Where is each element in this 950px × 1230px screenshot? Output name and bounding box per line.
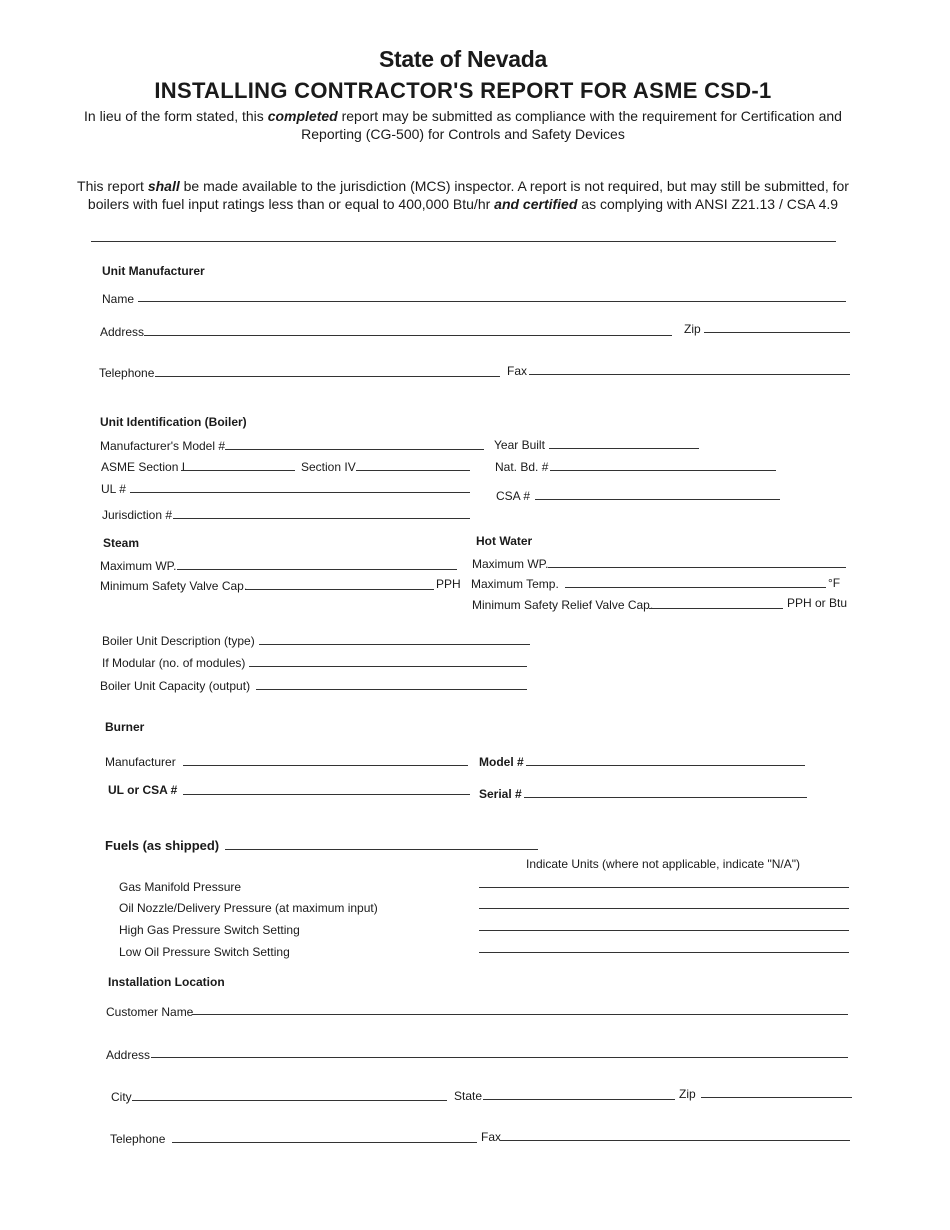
burner-ul-csa-field[interactable] (183, 794, 470, 795)
burner-manufacturer-field[interactable] (183, 765, 468, 766)
form-title: INSTALLING CONTRACTOR'S REPORT FOR ASME CSD-1 (154, 78, 772, 103)
section-burner: Burner (105, 720, 145, 734)
customer-name-label: Customer Name (106, 1005, 194, 1019)
section-unit-identification: Unit Identification (Boiler) (100, 415, 247, 429)
header-divider (91, 241, 836, 242)
jurisdiction-field[interactable] (173, 518, 470, 519)
intro-emphasis: completed (267, 108, 338, 124)
nat-bd-field[interactable] (550, 470, 776, 471)
manufacturer-zip-label: Zip (684, 322, 701, 336)
section-steam: Steam (103, 536, 140, 550)
burner-manufacturer-label: Manufacturer (105, 755, 176, 769)
ul-field[interactable] (130, 492, 470, 493)
section-iv-field[interactable] (356, 470, 470, 471)
year-built-field[interactable] (549, 448, 699, 449)
note-text-c: be made available to the jurisdiction (MCS) inspector. A report is not required, but may still be submitted, for boilers with fuel input ratings less than or equal to 400,000 Btu/hr (87, 178, 849, 212)
steam-max-wp-field[interactable] (177, 569, 457, 570)
hw-max-wp-label: Maximum WP. (472, 557, 549, 571)
manufacturer-address-label: Address (100, 325, 145, 339)
csa-label: CSA # (496, 489, 531, 503)
note-text-e: as complying with ANSI Z21.13 / CSA 4.9 (577, 196, 839, 212)
installation-fax-field[interactable] (500, 1140, 850, 1141)
intro-text-c: report may be submitted as compliance with the requirement for Certification and Reporting (CG-500) for Controls and Safety Devices (301, 108, 842, 142)
installation-telephone-field[interactable] (172, 1142, 477, 1143)
burner-model-field[interactable] (526, 765, 805, 766)
installation-fax-label: Fax (481, 1130, 502, 1144)
asme-section-label: ASME Section I (101, 460, 186, 474)
city-label: City (111, 1090, 132, 1104)
state-field[interactable] (483, 1099, 675, 1100)
burner-serial-label: Serial # (479, 787, 522, 801)
form-state-title: State of Nevada (378, 46, 548, 72)
section-unit-manufacturer: Unit Manufacturer (102, 264, 205, 278)
hw-min-relief-field[interactable] (649, 608, 783, 609)
modular-field[interactable] (249, 666, 527, 667)
jurisdiction-label: Jurisdiction # (102, 508, 173, 522)
manufacturer-zip-field[interactable] (704, 332, 850, 333)
hw-max-temp-field[interactable] (565, 587, 826, 588)
installation-zip-field[interactable] (701, 1097, 852, 1098)
hw-min-relief-label: Minimum Safety Relief Valve Cap. (472, 598, 654, 612)
fuels-field[interactable] (225, 849, 538, 850)
section-installation-location: Installation Location (108, 975, 225, 989)
manufacturer-telephone-label: Telephone (99, 366, 155, 380)
oil-nozzle-label: Oil Nozzle/Delivery Pressure (at maximum input) (119, 901, 378, 915)
ul-label: UL # (101, 482, 126, 496)
boiler-description-label: Boiler Unit Description (type) (102, 634, 255, 648)
intro-text-a: In lieu of the form stated, this (84, 108, 268, 124)
burner-model-label: Model # (479, 755, 524, 769)
steam-min-valve-field[interactable] (246, 589, 434, 590)
pph-unit: PPH (436, 577, 461, 591)
installation-zip-label: Zip (679, 1087, 696, 1101)
low-oil-field[interactable] (479, 952, 849, 953)
gas-manifold-field[interactable] (479, 887, 849, 888)
note-emphasis-certified: and certified (494, 196, 578, 212)
pph-btu-unit: PPH or Btu (787, 596, 848, 610)
installation-address-label: Address (106, 1048, 151, 1062)
boiler-capacity-label: Boiler Unit Capacity (output) (100, 679, 251, 693)
installation-address-field[interactable] (151, 1057, 848, 1058)
nat-bd-label: Nat. Bd. # (495, 460, 549, 474)
units-note: Indicate Units (where not applicable, indicate "N/A") (526, 857, 800, 871)
manufacturer-telephone-field[interactable] (155, 376, 500, 377)
oil-nozzle-field[interactable] (479, 908, 849, 909)
burner-serial-field[interactable] (524, 797, 807, 798)
steam-min-valve-label: Minimum Safety Valve Cap. (100, 579, 248, 593)
low-oil-label: Low Oil Pressure Switch Setting (119, 945, 290, 959)
hw-max-wp-field[interactable] (548, 567, 846, 568)
hw-max-temp-label: Maximum Temp. (471, 577, 559, 591)
high-gas-label: High Gas Pressure Switch Setting (119, 923, 300, 937)
state-label: State (454, 1089, 483, 1103)
burner-ul-csa-label: UL or CSA # (108, 783, 178, 797)
boiler-description-field[interactable] (259, 644, 530, 645)
note-paragraph (60, 177, 866, 213)
degf-unit: °F (828, 576, 841, 590)
intro-paragraph (60, 107, 866, 143)
note-emphasis-shall: shall (147, 178, 180, 194)
section-iv-label: Section IV (301, 460, 356, 474)
manufacturer-name-field[interactable] (138, 301, 846, 302)
boiler-capacity-field[interactable] (256, 689, 527, 690)
model-label: Manufacturer's Model # (100, 439, 226, 453)
city-field[interactable] (132, 1100, 447, 1101)
section-fuels: Fuels (as shipped) (105, 838, 220, 853)
manufacturer-fax-field[interactable] (529, 374, 850, 375)
gas-manifold-label: Gas Manifold Pressure (119, 880, 242, 894)
customer-name-field[interactable] (192, 1014, 848, 1015)
steam-max-wp-label: Maximum WP. (100, 559, 177, 573)
model-field[interactable] (225, 449, 484, 450)
csa-field[interactable] (535, 499, 780, 500)
modular-label: If Modular (no. of modules) (102, 656, 246, 670)
manufacturer-name-label: Name (102, 292, 135, 306)
installation-telephone-label: Telephone (110, 1132, 166, 1146)
manufacturer-fax-label: Fax (507, 364, 528, 378)
note-text-a: This report (77, 178, 148, 194)
asme-section-field[interactable] (181, 470, 295, 471)
manufacturer-address-field[interactable] (144, 335, 672, 336)
high-gas-field[interactable] (479, 930, 849, 931)
year-built-label: Year Built (494, 438, 545, 452)
section-hot-water: Hot Water (476, 534, 533, 548)
